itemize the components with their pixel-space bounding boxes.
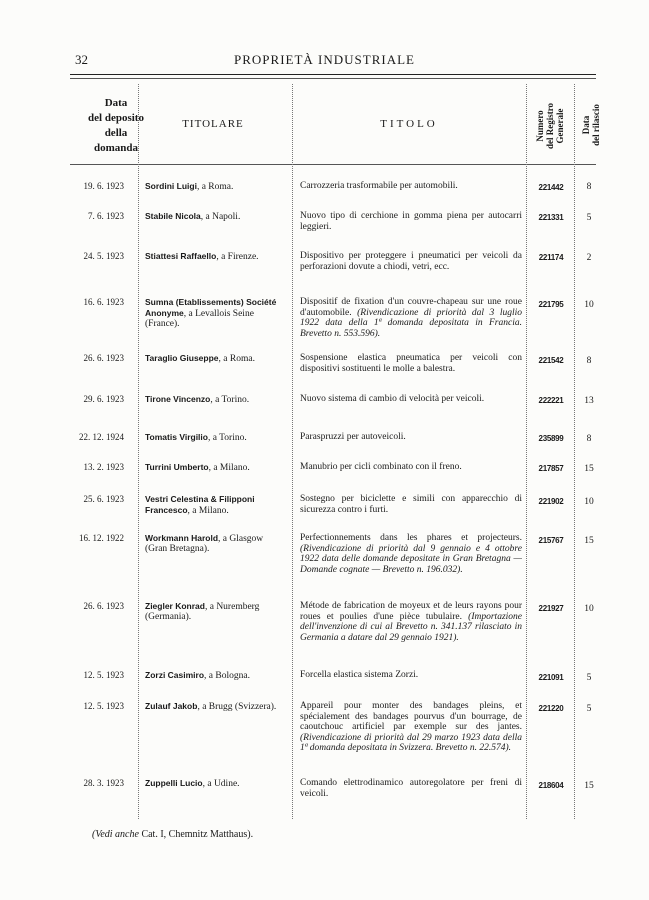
row-register-number: 235899 (538, 434, 564, 443)
page-title: PROPRIETÀ INDUSTRIALE (234, 52, 415, 67)
row-release-date: 15 (584, 464, 594, 474)
column-header-release: Data del rilascio (581, 104, 601, 146)
row-register-number: 221331 (538, 213, 564, 222)
row-register-number: 217857 (538, 464, 564, 473)
row-date: 26. 6. 1923 (83, 601, 124, 611)
row-date: 25. 6. 1923 (83, 494, 124, 504)
row-title: Sospensione elastica pneumatica per veicoli con dispositivi sostituenti le molle a balestra. (300, 353, 522, 374)
row-holder: Ziegler Konrad, a Nuremberg (Germania). (145, 601, 260, 622)
row-holder: Sumna (Etablissements) Société Anonyme, a Levallois Seine (France). (145, 297, 277, 329)
row-title: Appareil pour monter des bandages pleins, et spécialement des bandages pourvus d'un bourrage, de caoutchouc artificiel par exemple sur des jantes. (Rivendicazione di priorità dal 29 marzo 1923 data della 1ª domanda depositata in Svizzera. Brevetto n. 22.574). (300, 701, 522, 753)
row-date: 22. 12. 1924 (79, 432, 124, 442)
row-date: 13. 2. 1923 (83, 462, 124, 472)
row-date: 24. 5. 1923 (83, 251, 124, 261)
row-title: Nuovo tipo di cerchione in gomma piena per autocarri leggieri. (300, 211, 522, 232)
column-header-title: TITOLO (380, 118, 438, 130)
column-divider (138, 84, 139, 819)
row-date: 12. 5. 1923 (83, 701, 124, 711)
column-header-date: Data del deposito della domanda (88, 97, 144, 154)
column-header-rule (70, 164, 596, 165)
row-holder: Stiattesi Raffaello, a Firenze. (145, 251, 259, 262)
row-register-number: 222221 (538, 396, 564, 405)
row-release-date: 10 (584, 497, 594, 507)
header-rule-thin (70, 78, 596, 79)
page-number: 32 (75, 52, 88, 67)
row-holder: Zuppelli Lucio, a Udine. (145, 778, 240, 789)
row-date: 7. 6. 1923 (88, 211, 124, 221)
row-register-number: 221542 (538, 356, 564, 365)
header-rule-thick (70, 74, 596, 75)
row-title: Perfectionnements dans les phares et projecteurs. (Rivendicazione di priorità dal 9 gennaio e 4 ottobre 1922 data delle domande depositate in Gran Bretagna — Domande cognate — Brevetto n. 196.032). (300, 533, 522, 575)
row-register-number: 221902 (538, 497, 564, 506)
row-release-date: 5 (586, 704, 592, 714)
row-date: 16. 6. 1923 (83, 297, 124, 307)
row-register-number: 215767 (538, 536, 564, 545)
row-register-number: 221220 (538, 704, 564, 713)
row-register-number: 221927 (538, 604, 564, 613)
row-title: Forcella elastica sistema Zorzi. (300, 670, 419, 680)
row-title: Comando elettrodinamico autoregolatore per freni di veicoli. (300, 778, 522, 799)
row-release-date: 15 (584, 536, 594, 546)
row-date: 28. 3. 1923 (83, 778, 124, 788)
row-release-date: 10 (584, 300, 594, 310)
column-header-register: Numero del Registro Generale (535, 102, 565, 150)
row-register-number: 218604 (538, 781, 564, 790)
row-holder: Vestri Celestina & Filipponi Francesco, a Milano. (145, 494, 255, 516)
column-divider (526, 84, 527, 819)
row-date: 12. 5. 1923 (83, 670, 124, 680)
row-title: Paraspruzzi per autoveicoli. (300, 432, 406, 442)
column-divider (292, 84, 293, 819)
row-date: 29. 6. 1923 (83, 394, 124, 404)
row-date: 26. 6. 1923 (83, 353, 124, 363)
row-release-date: 8 (586, 182, 592, 192)
column-divider (574, 84, 575, 819)
row-release-date: 10 (584, 604, 594, 614)
row-holder: Turrini Umberto, a Milano. (145, 462, 250, 473)
row-release-date: 5 (586, 673, 592, 683)
row-holder: Zorzi Casimiro, a Bologna. (145, 670, 250, 681)
row-release-date: 2 (586, 253, 592, 263)
row-release-date: 8 (586, 356, 592, 366)
row-title: Dispositivo per proteggere i pneumatici per veicoli da perforazioni dovute a chiodi, vetri, ecc. (300, 251, 522, 272)
row-holder: Sordini Luigi, a Roma. (145, 181, 234, 192)
row-title: Nuovo sistema di cambio di velocità per veicoli. (300, 394, 485, 404)
row-title: Sostegno per biciclette e simili con apparecchio di sicurezza contro i furti. (300, 494, 522, 515)
row-title: Carrozzeria trasformabile per automobili. (300, 181, 458, 191)
row-date: 16. 12. 1922 (79, 533, 124, 543)
row-holder: Taraglio Giuseppe, a Roma. (145, 353, 255, 364)
row-title: Dispositif de fixation d'un couvre-chapeau sur une roue d'automobile. (Rivendicazione di priorità dal 3 luglio 1922 data della 1ª domanda depositata in Francia. Brevetto n. 553.596). (300, 297, 523, 339)
row-release-date: 15 (584, 781, 594, 791)
footnote: (Vedi anche Cat. I, Chemnitz Matthaus). (92, 829, 254, 840)
row-title: Manubrio per cicli combinato con il freno. (300, 462, 462, 472)
row-register-number: 221442 (538, 183, 564, 192)
row-title: Métode de fabrication de moyeux et de leurs rayons pour roues et poulies d'une pièce tubulaire. (Importazione dell'invenzione di cui al Brevetto n. 341.137 rilasciato in Germania a datare dal 29 gennaio 1921). (300, 601, 522, 643)
row-register-number: 221091 (538, 673, 564, 682)
row-holder: Tomatis Virgilio, a Torino. (145, 432, 247, 443)
row-holder: Tirone Vincenzo, a Torino. (145, 394, 250, 405)
row-holder: Workmann Harold, a Glasgow (Gran Bretagna). (145, 533, 264, 554)
row-register-number: 221174 (538, 253, 564, 262)
row-release-date: 13 (584, 396, 594, 406)
row-release-date: 8 (586, 434, 592, 444)
row-holder: Stabile Nicola, a Napoli. (145, 211, 241, 222)
column-header-holder: TITOLARE (182, 118, 244, 130)
row-holder: Zulauf Jakob, a Brugg (Svizzera). (145, 701, 277, 712)
row-release-date: 5 (586, 213, 592, 223)
row-register-number: 221795 (538, 300, 564, 309)
row-date: 19. 6. 1923 (83, 181, 124, 191)
